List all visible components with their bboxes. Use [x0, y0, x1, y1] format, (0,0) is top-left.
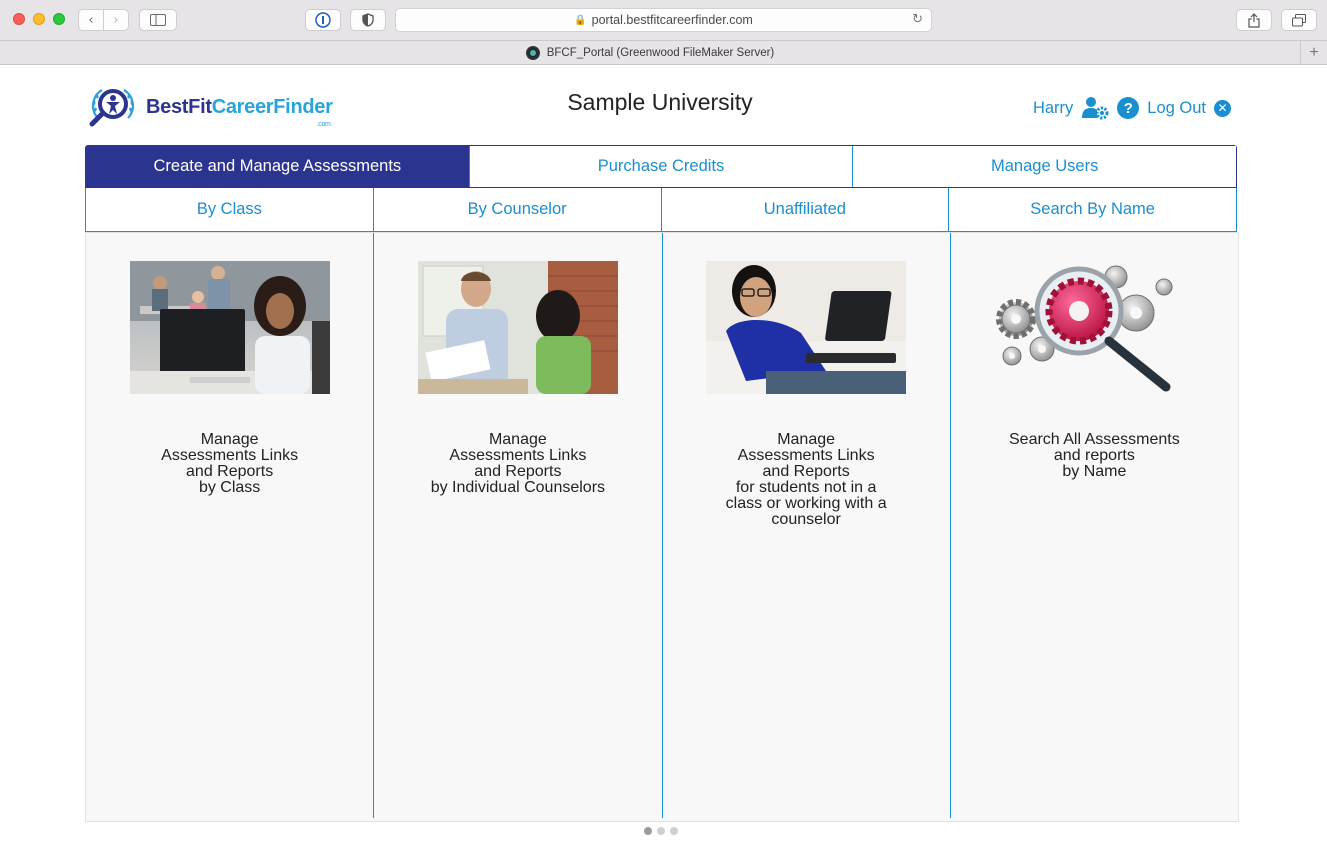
chevron-right-icon: › [113, 12, 119, 28]
search-by-name-card[interactable] [951, 233, 1238, 818]
share-icon [1248, 13, 1260, 28]
reload-icon[interactable]: ↻ [912, 12, 923, 27]
counselor-meeting-photo[interactable] [418, 261, 618, 394]
subtab-unaffiliated[interactable]: Unaffiliated [662, 188, 950, 231]
sub-tab-bar [85, 188, 1237, 232]
minimize-window-button[interactable] [33, 13, 45, 25]
zoom-window-button[interactable] [53, 13, 65, 25]
logo-text-part2: CareerFinder [211, 95, 333, 118]
subtab-search-by-name[interactable]: Search By Name [949, 188, 1237, 231]
browser-toolbar [0, 0, 1327, 40]
browser-tab-bar [0, 40, 1327, 65]
tabs-overview-icon [1292, 14, 1306, 27]
classroom-student-photo[interactable] [130, 261, 330, 394]
close-window-button[interactable] [13, 13, 25, 25]
by-class-caption: Manage Assessments Links and Reports by Class [161, 431, 299, 496]
search-by-name-caption: Search All Assessments and reports by Name [1009, 431, 1180, 480]
sidebar-toggle-button[interactable] [139, 9, 177, 31]
assessment-options-panel [85, 232, 1239, 822]
user-settings-icon[interactable] [1081, 96, 1109, 120]
unaffiliated-card[interactable] [663, 233, 951, 818]
help-icon[interactable]: ? [1117, 97, 1139, 119]
user-name-link[interactable]: Harry [1032, 98, 1074, 117]
page-title: Sample University [567, 89, 753, 115]
privacy-report-button[interactable] [350, 9, 386, 31]
favicon-icon [526, 46, 540, 60]
chevron-left-icon: ‹ [88, 12, 94, 28]
subtab-by-class[interactable]: By Class [86, 188, 374, 231]
main-tab-bar [85, 145, 1237, 188]
pagination-dots [644, 827, 683, 835]
url-text: portal.bestfitcareerfinder.com [591, 13, 753, 27]
logout-close-icon[interactable]: ✕ [1214, 100, 1231, 117]
share-button[interactable] [1236, 9, 1272, 31]
tab-manage-users[interactable]: Manage Users [853, 146, 1236, 187]
by-counselor-caption: Manage Assessments Links and Reports by Individual Counselors [430, 431, 606, 496]
logo-suffix: .com [316, 120, 331, 128]
bfcf-logo-icon [86, 84, 140, 130]
gears-magnifier-icon[interactable] [994, 261, 1194, 394]
page-content [0, 65, 1327, 860]
forward-button[interactable] [103, 9, 129, 31]
brand-logo[interactable] [86, 84, 333, 130]
logout-link[interactable]: Log Out [1147, 98, 1206, 117]
logo-text-part1: BestFit [146, 95, 212, 118]
tab-create-manage-assessments[interactable]: Create and Manage Assessments [86, 146, 470, 187]
plus-icon: + [1309, 44, 1319, 61]
unaffiliated-caption: Manage Assessments Links and Reports for students not in a class or working with a counselor [725, 431, 887, 528]
user-menu [1025, 96, 1231, 120]
new-tab-button[interactable] [1300, 41, 1327, 65]
subtab-by-counselor[interactable]: By Counselor [374, 188, 662, 231]
address-bar[interactable] [395, 8, 932, 32]
logo-wordmark [146, 95, 333, 128]
shield-icon [362, 13, 374, 27]
show-tabs-button[interactable] [1281, 9, 1317, 31]
page-dot-3[interactable] [670, 827, 678, 835]
lock-icon: 🔒 [574, 14, 587, 26]
tab-title-text: BFCF_Portal (Greenwood FileMaker Server) [546, 47, 775, 59]
password-manager-icon [315, 12, 331, 28]
student-laptop-photo[interactable] [706, 261, 906, 394]
password-manager-button[interactable] [305, 9, 341, 31]
page-dot-2[interactable] [657, 827, 665, 835]
tab-purchase-credits[interactable]: Purchase Credits [470, 146, 854, 187]
browser-tab[interactable] [0, 41, 1300, 65]
by-counselor-card[interactable] [374, 233, 662, 818]
by-class-card[interactable] [86, 233, 374, 818]
page-dot-1[interactable] [644, 827, 652, 835]
browser-chrome [0, 0, 1327, 65]
sidebar-icon [150, 14, 166, 26]
back-button[interactable] [78, 9, 104, 31]
